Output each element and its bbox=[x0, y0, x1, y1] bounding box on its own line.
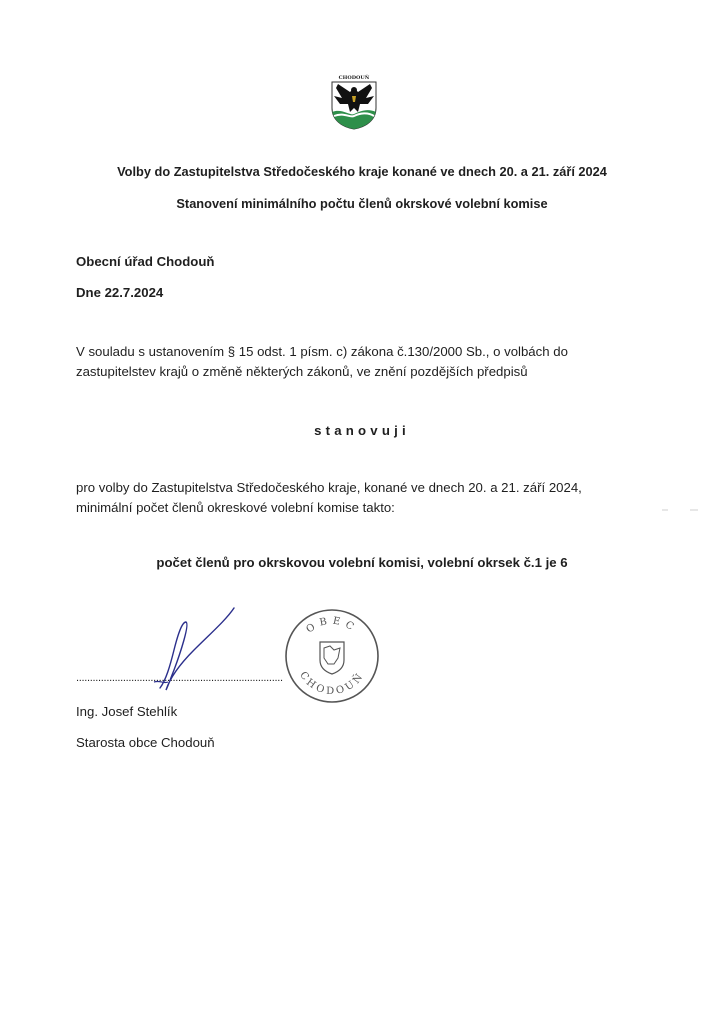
signatory-role: Starosta obce Chodouň bbox=[76, 735, 215, 750]
scope-line: pro volby do Zastupitelstva Středočeského kraje, konané ve dnech 20. a 21. září 2024, bbox=[76, 480, 582, 495]
decision-word: stanovuji bbox=[314, 423, 410, 438]
svg-text:CHODOUŇ: CHODOUŇ bbox=[338, 75, 370, 81]
municipal-stamp-icon bbox=[284, 608, 380, 704]
chodoun-crest-icon bbox=[328, 74, 380, 130]
handwritten-signature-icon bbox=[140, 604, 250, 694]
document-subtitle: Stanovení minimálního počtu členů okrskové volební komise bbox=[176, 196, 548, 211]
signatory-name: Ing. Josef Stehlík bbox=[76, 704, 178, 719]
svg-text:OBEC bbox=[304, 616, 359, 636]
signature-line: ........................................................................... bbox=[76, 672, 283, 684]
scan-artifact bbox=[662, 509, 698, 511]
document-title: Volby do Zastupitelstva Středočeského kraje konané ve dnech 20. a 21. září 2024 bbox=[117, 164, 607, 179]
issuing-office: Obecní úřad Chodouň bbox=[76, 254, 215, 269]
legal-basis-line: V souladu s ustanovením § 15 odst. 1 písm. c) zákona č.130/2000 Sb., o volbách do bbox=[76, 344, 568, 359]
stamp-bottom-text: CHODOUŇ bbox=[297, 669, 367, 698]
stamp-top-text: OBEC bbox=[304, 615, 360, 636]
legal-basis-line: zastupitelstev krajů o změně některých zákonů, ve znění pozdějších předpisů bbox=[76, 364, 528, 379]
scope-line: minimální počet členů okreskové volební komise takto: bbox=[76, 500, 395, 515]
scope-paragraph bbox=[76, 478, 636, 518]
commission-member-count: počet členů pro okrskovou volební komisi, volební okrsek č.1 je 6 bbox=[156, 555, 568, 570]
legal-basis-paragraph bbox=[76, 342, 636, 382]
issue-date: Dne 22.7.2024 bbox=[76, 285, 164, 300]
